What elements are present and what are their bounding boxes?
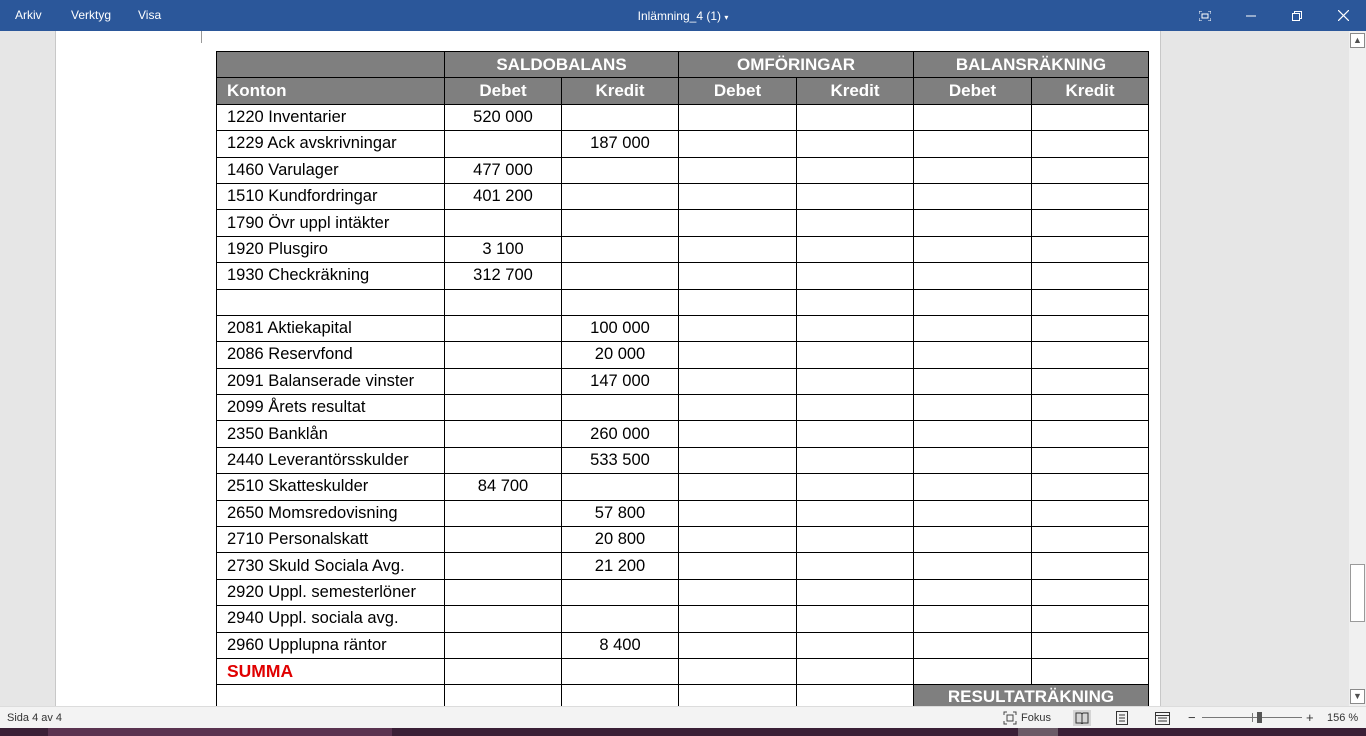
account-cell[interactable]: 2960 Upplupna räntor [217,632,445,658]
scroll-down-button[interactable] [1350,689,1365,704]
amount-cell[interactable] [797,368,914,394]
amount-cell[interactable] [797,421,914,447]
amount-cell[interactable] [914,342,1032,368]
amount-cell[interactable] [914,500,1032,526]
title-bar [0,0,1366,31]
amount-cell[interactable] [797,131,914,157]
group-header-resultatrakning: RESULTATRÄKNING [914,685,1149,706]
table-row [217,579,1149,605]
amount-cell[interactable] [1032,474,1149,500]
amount-cell[interactable] [445,579,562,605]
amount-cell[interactable] [797,342,914,368]
amount-cell[interactable] [914,368,1032,394]
empty-cell[interactable] [679,685,797,706]
amount-cell[interactable] [679,421,797,447]
amount-cell[interactable] [914,157,1032,183]
amount-cell[interactable]: 187 000 [562,131,679,157]
amount-cell[interactable] [914,632,1032,658]
zoom-slider-center-tick [1252,713,1253,722]
zoom-out-button[interactable]: − [1188,710,1196,725]
focus-button[interactable] [1003,709,1051,727]
amount-cell[interactable] [797,183,914,209]
amount-cell[interactable] [679,474,797,500]
amount-cell[interactable] [562,236,679,262]
summa-row [217,658,1149,684]
amount-cell[interactable] [797,579,914,605]
amount-cell[interactable] [445,210,562,236]
table-row [217,606,1149,632]
zoom-slider[interactable] [1202,717,1302,718]
amount-cell[interactable] [914,553,1032,579]
amount-cell[interactable] [679,183,797,209]
amount-cell[interactable] [1032,421,1149,447]
summa-cell[interactable] [679,658,797,684]
table-row [217,342,1149,368]
amount-cell[interactable] [445,447,562,473]
amount-cell[interactable]: 21 200 [562,553,679,579]
table-row [217,131,1149,157]
amount-cell[interactable] [914,104,1032,130]
table-row [217,421,1149,447]
document-workspace [0,31,1349,706]
amount-cell[interactable] [797,104,914,130]
amount-cell[interactable] [445,131,562,157]
table-row [217,685,1149,706]
zoom-in-button[interactable]: + [1306,710,1314,725]
amount-cell[interactable] [1032,236,1149,262]
amount-cell[interactable] [679,527,797,553]
account-cell[interactable]: 2091 Balanserade vinster [217,368,445,394]
document-title-button[interactable] [638,9,729,23]
amount-cell[interactable] [562,183,679,209]
amount-cell[interactable]: 84 700 [445,474,562,500]
fullscreen-icon [1199,11,1211,21]
menu-visa[interactable]: Visa [138,8,162,22]
amount-cell[interactable] [1032,263,1149,289]
blank-header-cell [217,52,445,78]
amount-cell[interactable] [1032,131,1149,157]
amount-cell[interactable] [562,474,679,500]
amount-cell[interactable] [679,104,797,130]
document-title: Inlämning_4 (1) [637,9,722,23]
group-header-row [217,52,1149,78]
menu-arkiv[interactable]: Arkiv [15,8,42,22]
amount-cell[interactable] [1032,183,1149,209]
amount-cell[interactable] [797,157,914,183]
empty-cell[interactable] [217,685,445,706]
amount-cell[interactable] [1032,315,1149,341]
amount-cell[interactable] [797,606,914,632]
fullscreen-button[interactable] [1182,0,1228,31]
amount-cell[interactable] [914,474,1032,500]
taskbar-app-tile[interactable] [1018,728,1058,736]
table-row [217,315,1149,341]
amount-cell[interactable] [914,315,1032,341]
amount-cell[interactable] [1032,210,1149,236]
ledger-table [216,51,1149,706]
amount-cell[interactable] [914,421,1032,447]
amount-cell[interactable] [679,579,797,605]
amount-cell[interactable] [679,263,797,289]
focus-label: Fokus [1021,712,1051,724]
table-row [217,210,1149,236]
group-header-balansrakning: BALANSRÄKNING [914,52,1149,78]
amount-cell[interactable] [679,553,797,579]
amount-cell[interactable] [445,421,562,447]
empty-cell[interactable] [562,685,679,706]
summa-label[interactable]: SUMMA [217,658,445,684]
amount-cell[interactable] [679,606,797,632]
amount-cell[interactable] [914,579,1032,605]
column-header-kredit: Kredit [562,78,679,104]
summa-cell[interactable] [445,658,562,684]
account-cell[interactable]: 1510 Kundfordringar [217,183,445,209]
amount-cell[interactable] [562,579,679,605]
summa-cell[interactable] [797,658,914,684]
amount-cell[interactable] [1032,342,1149,368]
account-cell[interactable]: 1229 Ack avskrivningar [217,131,445,157]
amount-cell[interactable] [914,289,1032,315]
table-row [217,104,1149,130]
table-row [217,183,1149,209]
amount-cell[interactable] [679,395,797,421]
amount-cell[interactable] [1032,632,1149,658]
table-row [217,263,1149,289]
restore-button[interactable] [1274,0,1320,31]
amount-cell[interactable]: 3 100 [445,236,562,262]
column-header-kredit: Kredit [1032,78,1149,104]
amount-cell[interactable] [914,236,1032,262]
amount-cell[interactable]: 20 800 [562,527,679,553]
account-cell[interactable]: 2086 Reservfond [217,342,445,368]
table-row [217,157,1149,183]
amount-cell[interactable] [797,527,914,553]
zoom-percent[interactable]: 156 % [1327,712,1359,724]
account-cell[interactable]: 2920 Uppl. semesterlöner [217,579,445,605]
scroll-thumb[interactable] [1350,564,1365,622]
amount-cell[interactable] [445,606,562,632]
amount-cell[interactable] [797,395,914,421]
amount-cell[interactable] [445,553,562,579]
amount-cell[interactable] [445,395,562,421]
amount-cell[interactable] [679,500,797,526]
amount-cell[interactable] [1032,368,1149,394]
restore-icon [1292,11,1302,21]
amount-cell[interactable] [1032,606,1149,632]
web-layout-icon [1155,712,1170,725]
column-header-debet: Debet [914,78,1032,104]
amount-cell[interactable] [679,315,797,341]
menu-verktyg[interactable]: Verktyg [71,8,112,22]
margin-marker [201,31,202,43]
amount-cell[interactable] [562,104,679,130]
amount-cell[interactable] [679,342,797,368]
amount-cell[interactable] [445,368,562,394]
amount-cell[interactable] [1032,157,1149,183]
column-header-debet: Debet [679,78,797,104]
print-layout-button[interactable] [1113,710,1131,726]
empty-cell[interactable] [445,685,562,706]
amount-cell[interactable] [797,263,914,289]
amount-cell[interactable] [797,236,914,262]
account-cell[interactable] [217,289,445,315]
account-cell[interactable]: 2440 Leverantörsskulder [217,447,445,473]
amount-cell[interactable] [445,500,562,526]
column-header-kredit: Kredit [797,78,914,104]
amount-cell[interactable] [797,632,914,658]
group-header-omforingar: OMFÖRINGAR [679,52,914,78]
account-cell[interactable]: 1920 Plusgiro [217,236,445,262]
amount-cell[interactable] [679,447,797,473]
account-cell[interactable]: 2710 Personalskatt [217,527,445,553]
read-mode-button[interactable] [1073,710,1091,726]
account-cell[interactable]: 1460 Varulager [217,157,445,183]
amount-cell[interactable] [679,289,797,315]
amount-cell[interactable] [914,447,1032,473]
amount-cell[interactable] [445,289,562,315]
amount-cell[interactable] [797,447,914,473]
amount-cell[interactable] [445,527,562,553]
empty-cell[interactable] [797,685,914,706]
amount-cell[interactable] [797,553,914,579]
amount-cell[interactable]: 533 500 [562,447,679,473]
amount-cell[interactable] [797,210,914,236]
amount-cell[interactable] [914,183,1032,209]
status-bar [0,706,1366,728]
account-cell[interactable]: 2650 Momsredovisning [217,500,445,526]
account-cell[interactable]: 1790 Övr uppl intäkter [217,210,445,236]
document-page [55,31,1161,706]
table-row [217,236,1149,262]
summa-cell[interactable] [562,658,679,684]
document-title-area [0,9,1366,23]
amount-cell[interactable] [797,315,914,341]
close-icon [1338,10,1349,21]
column-header-konton: Konton [217,78,445,104]
amount-cell[interactable] [679,236,797,262]
vertical-scrollbar[interactable] [1349,31,1366,706]
account-cell[interactable]: 2099 Årets resultat [217,395,445,421]
chevron-up-icon: ▲ [1353,35,1362,45]
minimize-icon [1246,11,1256,21]
summa-cell[interactable] [914,658,1032,684]
amount-cell[interactable]: 260 000 [562,421,679,447]
amount-cell[interactable] [1032,289,1149,315]
amount-cell[interactable]: 147 000 [562,368,679,394]
amount-cell[interactable] [797,289,914,315]
summa-cell[interactable] [1032,658,1149,684]
amount-cell[interactable] [797,500,914,526]
minimize-button[interactable] [1228,0,1274,31]
account-cell[interactable]: 2350 Banklån [217,421,445,447]
amount-cell[interactable] [562,263,679,289]
amount-cell[interactable] [914,131,1032,157]
table-row [217,553,1149,579]
amount-cell[interactable] [679,210,797,236]
focus-icon [1003,711,1017,725]
amount-cell[interactable]: 401 200 [445,183,562,209]
amount-cell[interactable] [914,606,1032,632]
account-cell[interactable]: 1220 Inventarier [217,104,445,130]
amount-cell[interactable] [1032,104,1149,130]
amount-cell[interactable]: 312 700 [445,263,562,289]
amount-cell[interactable] [679,131,797,157]
amount-cell[interactable] [1032,447,1149,473]
amount-cell[interactable] [562,606,679,632]
group-header-saldobalans: SALDOBALANS [445,52,679,78]
column-header-debet: Debet [445,78,562,104]
amount-cell[interactable]: 57 800 [562,500,679,526]
close-button[interactable] [1320,0,1366,31]
amount-cell[interactable] [445,315,562,341]
chevron-down-icon: ▼ [1353,691,1362,701]
amount-cell[interactable] [679,632,797,658]
amount-cell[interactable] [914,263,1032,289]
amount-cell[interactable]: 100 000 [562,315,679,341]
chevron-down-icon: ▾ [724,13,729,22]
print-layout-icon [1116,711,1128,725]
web-layout-button[interactable] [1153,710,1171,726]
account-cell[interactable]: 2940 Uppl. sociala avg. [217,606,445,632]
amount-cell[interactable] [1032,500,1149,526]
table-row [217,474,1149,500]
amount-cell[interactable]: 20 000 [562,342,679,368]
amount-cell[interactable]: 520 000 [445,104,562,130]
amount-cell[interactable] [679,368,797,394]
table-row [217,289,1149,315]
amount-cell[interactable] [1032,579,1149,605]
account-cell[interactable]: 2730 Skuld Sociala Avg. [217,553,445,579]
amount-cell[interactable] [445,342,562,368]
table-row [217,500,1149,526]
amount-cell[interactable] [562,157,679,183]
ledger-table-body [217,52,1149,707]
read-mode-icon [1075,712,1089,724]
amount-cell[interactable] [1032,553,1149,579]
amount-cell[interactable] [679,157,797,183]
amount-cell[interactable] [914,527,1032,553]
account-cell[interactable]: 2510 Skatteskulder [217,474,445,500]
taskbar-app-tile[interactable] [48,728,392,736]
amount-cell[interactable] [1032,395,1149,421]
column-header-row [217,78,1149,104]
amount-cell[interactable]: 8 400 [562,632,679,658]
amount-cell[interactable] [562,395,679,421]
page-counter: Sida 4 av 4 [7,712,63,724]
amount-cell[interactable] [914,210,1032,236]
account-cell[interactable]: 2081 Aktiekapital [217,315,445,341]
table-row [217,368,1149,394]
zoom-slider-thumb[interactable] [1257,712,1262,723]
table-row [217,395,1149,421]
amount-cell[interactable] [445,632,562,658]
amount-cell[interactable]: 477 000 [445,157,562,183]
amount-cell[interactable] [1032,527,1149,553]
amount-cell[interactable] [797,474,914,500]
account-cell[interactable]: 1930 Checkräkning [217,263,445,289]
table-row [217,632,1149,658]
amount-cell[interactable] [562,210,679,236]
amount-cell[interactable] [914,395,1032,421]
amount-cell[interactable] [562,289,679,315]
os-taskbar [0,728,1366,736]
table-row [217,447,1149,473]
scroll-up-button[interactable] [1350,33,1365,48]
table-row [217,527,1149,553]
